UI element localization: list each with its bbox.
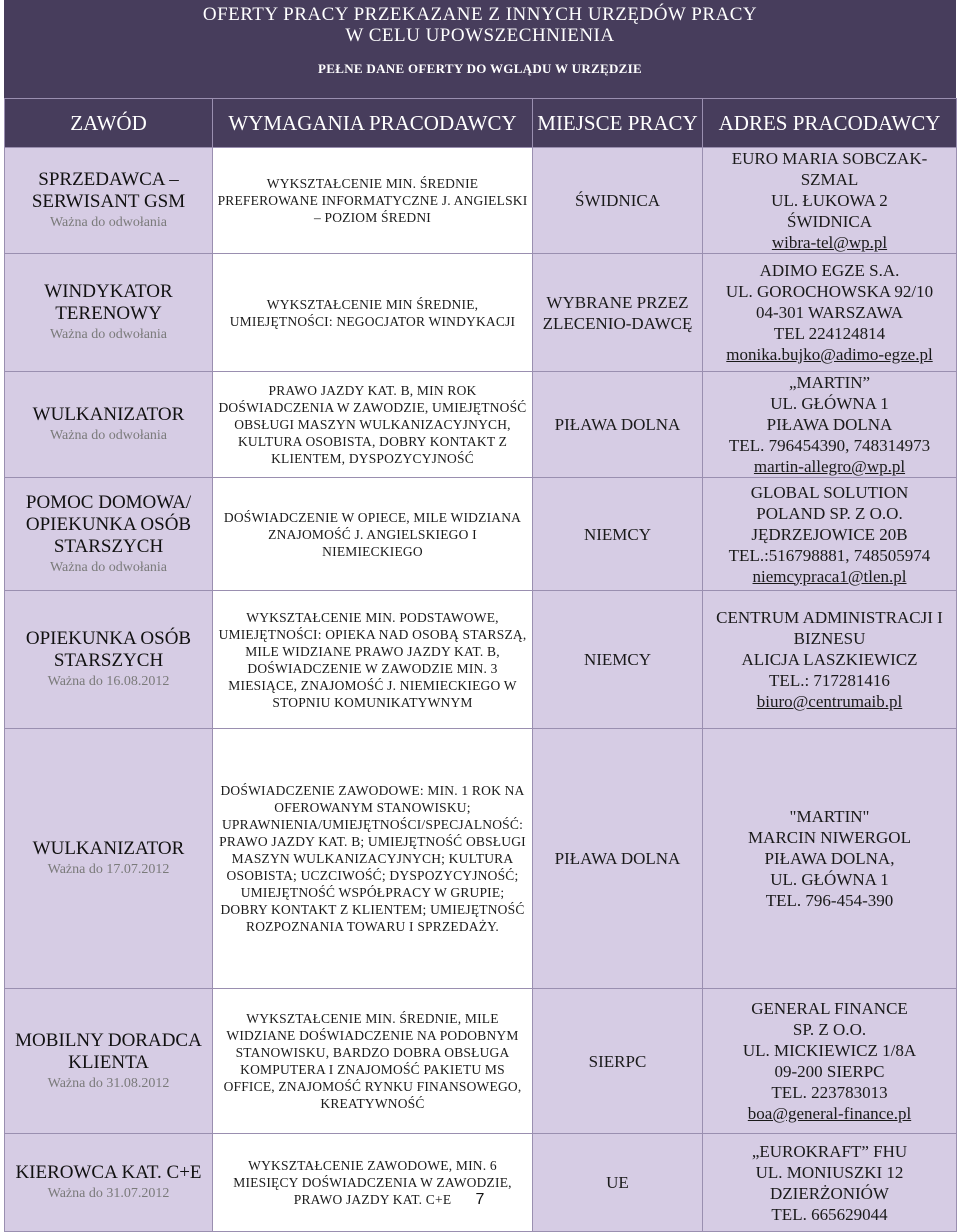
address-line: PIŁAWA DOLNA <box>766 415 893 434</box>
email-line <box>707 1103 952 1124</box>
requirements-cell: DOŚWIADCZENIE ZAWODOWE: MIN. 1 ROK NA OFEROWANYM STANOWISKU; UPRAWNIENIA/UMIEJĘTNOŚCI/SPECJALNOŚĆ: PRAWO JAZDY KAT. B; UMIEJĘTNOŚĆ OBSŁUGI MASZYN WULKANIZACYJNYCH; KULTURA OSOBISTA; UCZCIWOŚĆ; DYSPOZYCYJNOŚĆ; UMIEJĘTNOŚĆ WSPÓŁPRACY W GRUPIE; DOBRY KONTAKT Z KLIENTEM; UMIEJĘTNOŚĆ ROZPOZNANIA TOWARU I SPRZEDAŻY. <box>213 729 533 989</box>
occupation-name: POMOC DOMOWA/ OPIEKUNKA OSÓB STARSZYCH <box>25 491 192 557</box>
address-line: ŚWIDNICA <box>787 212 872 231</box>
occupation-name: WULKANIZATOR <box>32 404 185 425</box>
table-row <box>5 372 957 478</box>
email-line <box>707 232 952 253</box>
occupation-name: MOBILNY DORADCA KLIENTA <box>15 1029 202 1073</box>
table-row <box>5 478 957 591</box>
address-line: "MARTIN" <box>789 807 870 826</box>
email-link[interactable]: biuro@centrumaib.pl <box>756 692 903 711</box>
address-line: UL. MONIUSZKI 12 <box>755 1162 904 1182</box>
address-line: DZIERŻONIÓW <box>770 1183 889 1203</box>
address-line: UL. GŁÓWNA 1 <box>770 394 889 413</box>
address-line: ALICJA LASZKIEWICZ <box>741 650 918 669</box>
occupation-cell <box>5 989 213 1134</box>
address-line: „MARTIN” <box>788 373 871 392</box>
address-line: PIŁAWA DOLNA, <box>764 849 895 868</box>
header-title-line1: OFERTY PRACY PRZEKAZANE Z INNYCH URZĘDÓW PRACY <box>202 4 758 25</box>
address-line: TEL. 796454390, 748314973 <box>728 436 931 455</box>
address-line: SP. Z O.O. <box>792 1020 867 1039</box>
address-line: UL. MICKIEWICZ 1/8A <box>742 1041 917 1060</box>
address-line: POLAND SP. Z O.O. <box>756 503 903 523</box>
address-cell <box>703 989 957 1134</box>
address-line: JĘDRZEJOWICE 20B <box>751 524 908 544</box>
occupation-cell <box>5 591 213 729</box>
job-offers-table <box>4 98 957 1232</box>
validity-note: Ważna do 31.08.2012 <box>47 1075 170 1091</box>
address-line: TEL 224124814 <box>773 324 886 343</box>
address-line: CENTRUM ADMINISTRACJI I BIZNESU <box>716 608 943 648</box>
address-cell <box>703 1134 957 1232</box>
occupation-cell <box>5 148 213 254</box>
column-header-requirements: WYMAGANIA PRACODAWCY <box>213 99 533 148</box>
occupation-name: SPRZEDAWCA – SERWISANT GSM <box>31 169 186 212</box>
occupation-name: WINDYKATOR TERENOWY <box>44 281 173 324</box>
place-cell: ŚWIDNICA <box>533 148 703 254</box>
header-banner <box>4 0 956 98</box>
address-cell <box>703 372 957 478</box>
email-link[interactable]: wibra-tel@wp.pl <box>771 233 888 252</box>
address-line: GENERAL FINANCE <box>751 999 908 1018</box>
table-row <box>5 989 957 1134</box>
place-cell: PIŁAWA DOLNA <box>533 729 703 989</box>
email-line <box>707 566 952 587</box>
table-header-row <box>5 99 957 148</box>
place-cell: UE <box>533 1134 703 1232</box>
occupation-cell <box>5 372 213 478</box>
address-line: 04-301 WARSZAWA <box>755 303 904 322</box>
validity-note: Ważna do odwołania <box>49 559 168 575</box>
header-title-line2: W CELU UPOWSZECHNIENIA <box>345 25 615 46</box>
validity-note: Ważna do odwołania <box>49 428 168 443</box>
column-header-place: MIEJSCE PRACY <box>533 99 703 148</box>
validity-note: Ważna do odwołania <box>49 215 168 230</box>
requirements-cell: DOŚWIADCZENIE W OPIECE, MILE WIDZIANA ZNAJOMOŚĆ J. ANGIELSKIEGO I NIEMIECKIEGO <box>213 478 533 591</box>
requirements-cell: WYKSZTAŁCENIE MIN ŚREDNIE, UMIEJĘTNOŚCI: NEGOCJATOR WINDYKACJI <box>213 254 533 372</box>
header-subtitle: PEŁNE DANE OFERTY DO WGLĄDU W URZĘDZIE <box>318 61 642 76</box>
address-line: EURO MARIA SOBCZAK-SZMAL <box>731 149 928 189</box>
occupation-name: KIEROWCA KAT. C+E <box>15 1162 202 1183</box>
address-cell <box>703 148 957 254</box>
address-line: TEL. 665629044 <box>771 1204 888 1224</box>
requirements-cell: WYKSZTAŁCENIE MIN. ŚREDNIE PREFEROWANE INFORMATYCZNE J. ANGIELSKI – POZIOM ŚREDNI <box>213 148 533 254</box>
occupation-cell <box>5 254 213 372</box>
requirements-cell: WYKSZTAŁCENIE ZAWODOWE, MIN. 6 MIESIĘCY DOŚWIADCZENIA W ZAWODZIE, PRAWO JAZDY KAT. C+E <box>213 1134 533 1232</box>
occupation-cell <box>5 478 213 591</box>
address-line: TEL. 223783013 <box>771 1083 888 1102</box>
table-row <box>5 591 957 729</box>
address-line: MARCIN NIWERGOL <box>748 828 911 847</box>
validity-note: Ważna do 31.07.2012 <box>47 1186 170 1201</box>
requirements-cell: WYKSZTAŁCENIE MIN. ŚREDNIE, MILE WIDZIANE DOŚWIADCZENIE NA PODOBNYM STANOWISKU, BARDZO DOBRA OBSŁUGA KOMPUTERA I ZNAJOMOŚĆ PAKIETU MS OFFICE, ZNAJOMOŚĆ RYNKU FINANSOWEGO, KREATYWNOŚĆ <box>213 989 533 1134</box>
validity-note: Ważna do 16.08.2012 <box>47 674 170 689</box>
place-cell: SIERPC <box>533 989 703 1134</box>
validity-note: Ważna do odwołania <box>49 327 168 342</box>
occupation-name: OPIEKUNKA OSÓB STARSZYCH <box>25 628 192 671</box>
email-link[interactable]: boa@general-finance.pl <box>747 1104 912 1123</box>
table-row <box>5 1134 957 1232</box>
address-cell <box>703 729 957 989</box>
validity-note: Ważna do 17.07.2012 <box>47 862 170 877</box>
address-line: „EUROKRAFT” FHU <box>751 1141 908 1161</box>
address-line: GLOBAL SOLUTION <box>750 482 909 502</box>
occupation-cell <box>5 729 213 989</box>
address-cell <box>703 591 957 729</box>
email-link[interactable]: martin-allegro@wp.pl <box>753 457 906 476</box>
email-link[interactable]: niemcypraca1@tlen.pl <box>752 566 907 586</box>
address-line: UL. GOROCHOWSKA 92/10 <box>725 282 934 301</box>
page <box>4 0 956 1232</box>
column-header-address: ADRES PRACODAWCY <box>703 99 957 148</box>
column-header-occupation: ZAWÓD <box>5 99 213 148</box>
table-body <box>5 148 957 1232</box>
place-cell: NIEMCY <box>533 591 703 729</box>
place-cell: NIEMCY <box>533 478 703 591</box>
email-link[interactable]: monika.bujko@adimo-egze.pl <box>726 345 933 364</box>
address-line: ADIMO EGZE S.A. <box>759 261 900 280</box>
requirements-cell: WYKSZTAŁCENIE MIN. PODSTAWOWE, UMIEJĘTNOŚCI: OPIEKA NAD OSOBĄ STARSZĄ, MILE WIDZIANE PRAWO JAZDY KAT. B, DOŚWIADCZENIE W ZAWODZIE MIN. 3 MIESIĄCE, ZNAJOMOŚĆ J. NIEMIECKIEGO W STOPNIU KOMUNIKATYWNYM <box>213 591 533 729</box>
address-cell <box>703 478 957 591</box>
email-line <box>707 691 952 712</box>
address-line: UL. GŁÓWNA 1 <box>770 870 889 889</box>
email-line <box>707 456 952 477</box>
address-line: UL. ŁUKOWA 2 <box>771 191 888 210</box>
place-cell: PIŁAWA DOLNA <box>533 372 703 478</box>
address-cell <box>703 254 957 372</box>
table-row <box>5 148 957 254</box>
table-row <box>5 254 957 372</box>
address-line: 09-200 SIERPC <box>774 1062 885 1081</box>
address-line: TEL.:516798881, 748505974 <box>728 545 931 565</box>
occupation-name: WULKANIZATOR <box>32 838 185 859</box>
address-line: TEL. 796-454-390 <box>765 891 894 910</box>
email-line <box>707 344 952 365</box>
table-row <box>5 729 957 989</box>
requirements-cell: PRAWO JAZDY KAT. B, MIN ROK DOŚWIADCZENIA W ZAWODZIE, UMIEJĘTNOŚĆ OBSŁUGI MASZYN WULKANIZACYJNYCH, KULTURA OSOBISTA, DOBRY KONTAKT Z KLIENTEM, DYSPOZYCYJNOŚĆ <box>213 372 533 478</box>
place-cell: WYBRANE PRZEZ ZLECENIO-DAWCĘ <box>533 254 703 372</box>
page-number: 7 <box>475 1191 485 1208</box>
occupation-cell <box>5 1134 213 1232</box>
address-line: TEL.: 717281416 <box>769 671 890 690</box>
